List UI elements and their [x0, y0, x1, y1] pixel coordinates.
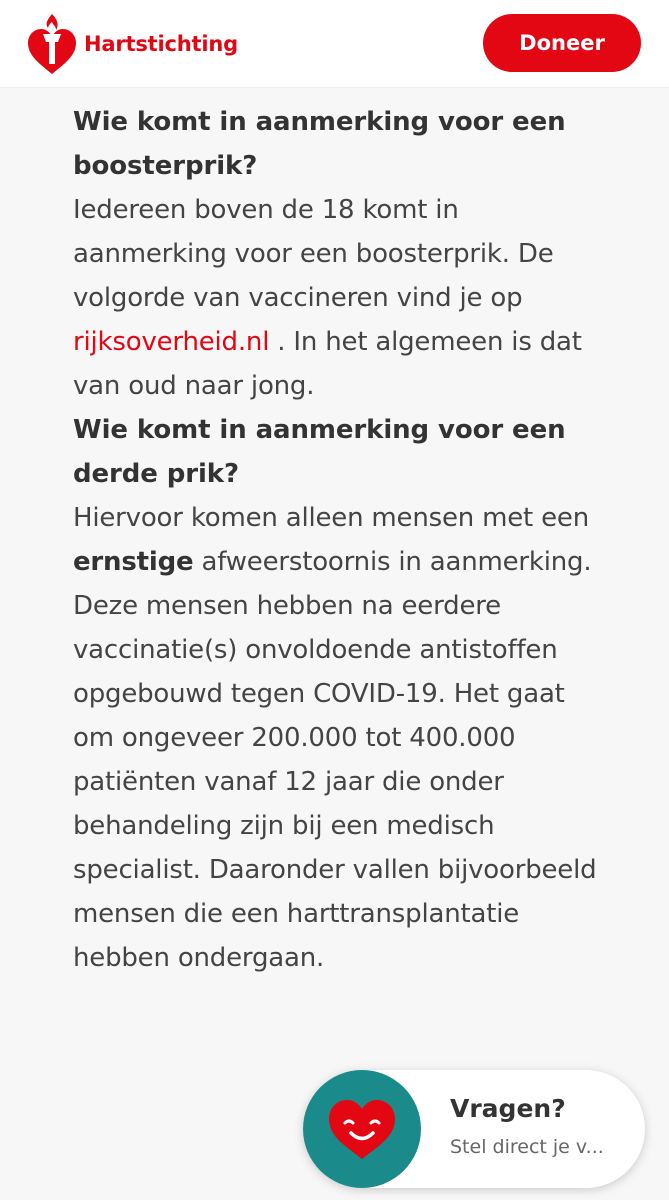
chat-avatar	[303, 1070, 421, 1188]
question-third-dose-heading: Wie komt in aanmerking voor een derde prik?	[73, 415, 566, 489]
booster-paragraph	[73, 188, 613, 408]
third-dose-text-end: afweerstoornis in aanmerking. Deze mensen hebben na eerdere vaccinatie(s) onvoldoende antistoffen opgebouwd tegen COVID-19. Het gaat om ongeveer 200.000 tot 400.000 patiënten vanaf 12 jaar die onder behandeling zijn bij een medisch specialist. Daaronder vallen bijvoorbeeld mensen die een harttransplantatie hebben ondergaan.	[73, 547, 597, 973]
chat-widget[interactable]	[303, 1070, 645, 1188]
chat-subtitle: Stel direct je v...	[450, 1136, 604, 1158]
rijksoverheid-link[interactable]: rijksoverheid.nl	[73, 327, 270, 357]
question-booster-heading: Wie komt in aanmerking voor een boosterprik?	[73, 107, 566, 181]
booster-text-end: . In het algemeen is dat van oud naar jong.	[73, 327, 582, 401]
donate-button[interactable]: Doneer	[483, 14, 641, 72]
smiling-heart-icon	[325, 1096, 399, 1162]
article-body	[73, 100, 613, 980]
emphasis-ernstige: ernstige	[73, 547, 194, 577]
brand-name: Hartstichting	[84, 32, 238, 56]
third-dose-text-start: Hiervoor komen alleen mensen met een	[73, 503, 589, 533]
heart-torch-logo-icon	[26, 12, 78, 76]
chat-title: Vragen?	[450, 1094, 566, 1123]
booster-text-start: Iedereen boven de 18 komt in aanmerking voor een boosterprik. De volgorde van vaccineren vind je op	[73, 195, 554, 313]
site-header	[0, 0, 669, 88]
third-dose-paragraph	[73, 496, 613, 980]
hartstichting-logo[interactable]	[26, 10, 238, 78]
